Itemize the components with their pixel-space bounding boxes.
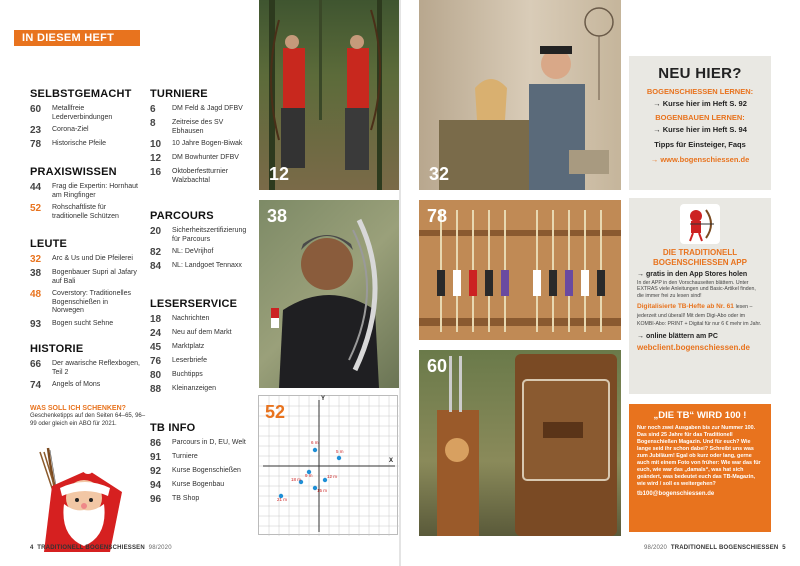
toc-section-title: TB INFO (150, 422, 196, 434)
toc-entry-text: Kurse Bogenbau (172, 481, 225, 488)
tb100-anniversary-box (629, 404, 771, 532)
photo-bowyer-bali[interactable] (259, 200, 399, 388)
photo-arrows-art (419, 200, 621, 340)
photo-page-number: 52 (265, 402, 286, 422)
toc-page-number: 6 (150, 104, 156, 115)
toc-entry-text: NL: DeVrijhof (172, 248, 214, 255)
toc-page-number: 66 (30, 359, 42, 370)
tb100-body: Nur noch zwei Ausgaben bis zur Nummer 100. Das sind 25 Jahre für das Traditionell Bogenschießen Magazin. Und für euch? Wie lange seid ihr schon dabei? Schreibt uns was zum Jubiläum! Egal ob kurz oder lang, gerne auch mit einem Foto von früher: Wie war das für euch, wie war das „damals“, was hat sich geändert, was bedeutet euch das TB-Magazin, wie wird / soll es weitergehen? (637, 425, 761, 487)
toc-entry[interactable] (30, 380, 140, 391)
toc-entry[interactable] (30, 139, 140, 150)
toc-page-number: 18 (150, 314, 162, 325)
toc-entry-text: Rohschaftliste für traditionelle Schützen (52, 204, 119, 220)
learn-archery-label: BOGENSCHIESSEN LERNEN: (646, 87, 754, 96)
toc-entry-text: Nachrichten (172, 315, 210, 322)
toc-entry[interactable] (150, 118, 255, 136)
toc-entry-text: Arc & Us und Die Pfeilerei (52, 255, 133, 262)
toc-entry[interactable] (150, 370, 255, 381)
left-issue: 98/2020 (148, 545, 172, 551)
photo-page-number: 32 (429, 164, 450, 184)
toc-page-number: 88 (150, 384, 162, 395)
toc-section-title: HISTORIE (30, 343, 84, 355)
toc-entry[interactable] (150, 104, 255, 115)
learn-bowbuilding-label: BOGENBAUEN LERNEN: (655, 113, 745, 122)
beginner-tips: Tipps für Einsteiger, Faqs (654, 140, 746, 149)
toc-entry-text: Neu auf dem Markt (172, 329, 232, 336)
toc-page-number: 45 (150, 342, 162, 353)
toc-entry-text: TB Shop (172, 495, 200, 502)
left-footer (30, 545, 172, 551)
toc-entry[interactable] (150, 384, 255, 395)
toc-entry-text: DM Bowhunter DFBV (172, 154, 239, 161)
toc-entry-text: Der awarische Reflexbogen, Teil 2 (52, 360, 140, 376)
photo-archers-forest-art (259, 0, 399, 190)
toc-entry[interactable] (30, 254, 140, 265)
archery-courses-link[interactable]: → Kurse hier im Heft S. 92 (653, 99, 747, 108)
toc-entry-text: Marktplatz (172, 343, 205, 350)
photo-page-number: 38 (267, 206, 288, 226)
toc-entry-text: Bogen sucht Sehne (52, 319, 114, 327)
toc-entry[interactable] (30, 289, 140, 316)
grid-distance-label: 21 m (277, 497, 288, 502)
toc-entry-text: Parcours in D, EU, Welt (172, 439, 246, 446)
photo-page-number: 78 (427, 206, 448, 226)
online-browse-link[interactable]: → online blättern am PC (637, 332, 718, 340)
grid-distance-label: 9 m (305, 473, 313, 478)
toc-section-title: PRAXISWISSEN (30, 166, 117, 178)
toc-entry-text: Kurse Bogenschießen (172, 467, 241, 474)
toc-page-number: 12 (150, 153, 162, 164)
toc-section-title: TURNIERE (150, 88, 208, 100)
toc-page-number: 44 (30, 182, 42, 193)
right-footer (644, 545, 786, 551)
archer-devil-icon (680, 204, 720, 244)
digital-issues-text: lesen – jederzeit und überall! Mit dem Digi-Abo oder im KOMBI-Abo: PRINT + Digital für nur 6 € mehr im Jahr. (637, 304, 762, 328)
toc-entry[interactable] (150, 342, 255, 353)
toc-entry[interactable] (30, 104, 140, 122)
grid-scoresheet[interactable] (258, 395, 398, 535)
toc-entry[interactable] (30, 268, 140, 286)
toc-section-title: SELBSTGEMACHT (30, 88, 132, 100)
toc-page-number: 86 (150, 438, 162, 449)
grid-distance-label: 6 m (311, 440, 319, 445)
grid-distance-label: 18 m (291, 477, 302, 482)
app-heading: DIE TRADITIONELL BOGENSCHIESSEN APP (653, 248, 747, 267)
toc-turniere (150, 88, 255, 188)
photo-historic-arrows[interactable] (419, 200, 621, 340)
grid-distance-label: 5 m (336, 449, 344, 454)
toc-entry-text: Leserbriefe (172, 357, 208, 364)
toc-entry-text: DM Feld & Jagd DFBV (172, 105, 243, 112)
toc-entry-text: Zeitreise des SV Ebhausen (172, 119, 224, 135)
toc-tb-info (150, 422, 255, 508)
tb100-heading: „DIE TB“ WIRD 100 ! (653, 410, 747, 421)
toc-entry[interactable] (150, 494, 255, 505)
new-here-box (629, 56, 771, 190)
page-gutter (399, 0, 401, 566)
grid-distance-label: 12 m (327, 474, 338, 479)
photo-page-number: 60 (427, 356, 448, 376)
toc-parcours (150, 210, 255, 275)
gift-title: WAS SOLL ICH SCHENKEN? (30, 405, 126, 412)
toc-entry-text: NL: Landgoet Tennaxx (172, 262, 242, 269)
toc-entry-text: Buchtipps (172, 371, 203, 378)
toc-entry[interactable] (150, 328, 255, 339)
toc-entry[interactable] (30, 182, 140, 200)
toc-page-number: 23 (30, 125, 42, 136)
toc-entry-text: Historische Pfeile (52, 140, 107, 147)
toc-historie (30, 343, 140, 394)
grid-distance-label: 15 m (317, 488, 328, 493)
toc-leute (30, 238, 140, 333)
toc-entry-text: Metallfreie Lederverbindungen (52, 105, 113, 121)
toc-page-number: 82 (150, 247, 162, 258)
toc-page-number: 20 (150, 226, 162, 237)
toc-leserservice (150, 298, 255, 398)
photo-couple-arc-us[interactable] (419, 0, 621, 190)
toc-entry-text: Frag die Expertin: Hornhaut am Ringfinger (52, 183, 138, 199)
right-page-number: 5 (782, 545, 786, 551)
toc-page-number: 52 (30, 203, 42, 214)
toc-entry-text: Oktoberfestturnier Walzbachtal (172, 168, 229, 184)
gift-body: Geschenketipps auf den Seiten 64–65, 96–99 oder gleich ein ABO für 2021. (30, 413, 146, 427)
toc-entry-text: Sicherheitszertifizierung für Parcours (172, 227, 247, 243)
left-magazine-title: TRADITIONELL BOGENSCHIESSEN (37, 545, 145, 551)
toc-page-number: 38 (30, 268, 42, 279)
toc-entry-text: Kleinanzeigen (172, 385, 216, 392)
toc-page-number: 32 (30, 254, 42, 265)
toc-entry[interactable] (150, 261, 255, 272)
toc-entry[interactable] (30, 203, 140, 221)
toc-page-number: 60 (30, 104, 42, 115)
app-store-link[interactable]: → gratis in den App Stores holen (637, 271, 748, 278)
toc-page-number: 76 (150, 356, 162, 367)
toc-page-number: 48 (30, 289, 42, 300)
toc-page-number: 10 (150, 139, 162, 150)
toc-page-number: 84 (150, 261, 162, 272)
toc-entry[interactable] (150, 356, 255, 367)
photo-leather-quiver[interactable] (419, 350, 621, 536)
grid-y-axis-label: Y (321, 396, 326, 402)
toc-page-number: 8 (150, 118, 156, 129)
digital-issues-title: Digitalisierte TB-Hefte ab Nr. 61 (637, 303, 734, 311)
toc-entry[interactable] (150, 153, 255, 164)
bowbuilding-courses-link[interactable]: → Kurse hier im Heft S. 94 (653, 125, 747, 134)
toc-entry[interactable] (150, 452, 255, 463)
toc-praxiswissen (30, 166, 140, 224)
app-description: In der APP in den Vorschauseiten blättern. Unter EXTRAS viele Anleitungen und Basic-Artikel finden, die immer frei zu lesen sind! (637, 280, 756, 299)
toc-page-number: 94 (150, 480, 162, 491)
toc-entry[interactable] (30, 125, 140, 136)
digital-issues-note (637, 303, 763, 329)
toc-entry-text: Turniere (172, 453, 198, 460)
app-logo-icon (680, 204, 720, 244)
toc-entry-text: Bogenbauer Supri al Jafary auf Bali (52, 269, 137, 285)
photo-couple-art (419, 0, 621, 190)
toc-page-number: 80 (150, 370, 162, 381)
right-magazine-title: TRADITIONELL BOGENSCHIESSEN (670, 545, 779, 551)
toc-entry[interactable] (150, 466, 255, 477)
toc-page-number: 96 (150, 494, 162, 505)
toc-section-title: LESERSERVICE (150, 298, 238, 310)
toc-entry-text: 10 Jahre Bogen-Biwak (172, 140, 243, 147)
gift-tip (30, 405, 148, 428)
webclient-link[interactable]: webclient.bogenschiessen.de (637, 342, 750, 352)
toc-page-number: 92 (150, 466, 162, 477)
toc-entry[interactable] (150, 314, 255, 325)
photo-quiver-art (419, 350, 621, 536)
photo-bowyer-art (259, 200, 399, 388)
toc-page-number: 93 (30, 318, 42, 330)
toc-selbstgemacht (30, 88, 140, 153)
toc-page-number: 91 (150, 452, 162, 463)
toc-page-number: 78 (30, 139, 42, 150)
app-promo-box (629, 198, 771, 394)
toc-entry-text: Angels of Mons (52, 381, 101, 388)
toc-entry[interactable] (30, 319, 140, 330)
photo-archers-forest[interactable] (259, 0, 399, 190)
toc-entry[interactable] (150, 438, 255, 449)
right-issue: 98/2020 (644, 545, 668, 551)
toc-entry-text: Corona-Ziel (52, 126, 89, 133)
toc-entry[interactable] (150, 226, 255, 244)
toc-page-number: 74 (30, 380, 42, 391)
toc-entry[interactable] (150, 167, 255, 185)
tb100-email-link[interactable]: tb100@bogenschiessen.de (637, 491, 715, 497)
toc-entry-text: Coverstory: Traditionelles Bogenschießen in Norwegen (52, 290, 131, 314)
new-here-heading: NEU HIER? (658, 65, 742, 82)
toc-section-title: PARCOURS (150, 210, 214, 222)
toc-entry[interactable] (150, 247, 255, 258)
toc-section-title: LEUTE (30, 238, 68, 250)
toc-entry[interactable] (150, 480, 255, 491)
website-link[interactable]: → www.bogenschiessen.de (650, 155, 750, 164)
photo-page-number: 12 (269, 164, 290, 184)
left-page-number: 4 (30, 545, 34, 551)
toc-entry[interactable] (150, 139, 255, 150)
grid-x-axis-label: X (389, 458, 394, 464)
toc-page-number: 16 (150, 167, 162, 178)
toc-page-number: 24 (150, 328, 162, 339)
section-banner: IN DIESEM HEFT (14, 30, 140, 46)
toc-entry[interactable] (30, 359, 140, 377)
santa-archer-illustration (30, 440, 130, 552)
